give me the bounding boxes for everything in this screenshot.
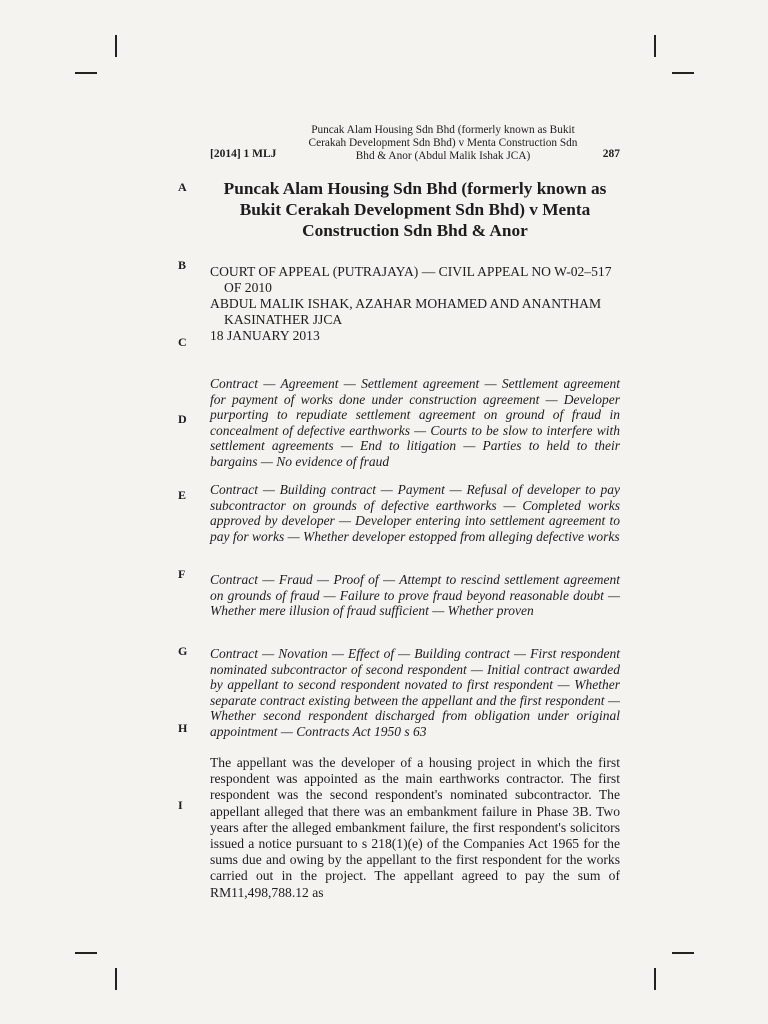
margin-letter: B: [178, 258, 187, 272]
crop-mark: [654, 968, 656, 990]
margin-letter: G: [178, 644, 188, 658]
decision-date: 18 JANUARY 2013: [210, 328, 320, 343]
margin-letter: I: [178, 798, 183, 812]
header-running-title: Puncak Alam Housing Sdn Bhd (formerly known as Bukit Cerakah Development Sdn Bhd) v Menta Construction Sdn Bhd & Anor (Abdul Malik Ishak JCA): [308, 124, 578, 162]
margin-letter: D: [178, 412, 187, 426]
judges-line: ABDUL MALIK ISHAK, AZAHAR MOHAMED AND ANANTHAM: [210, 296, 602, 311]
crop-mark: [654, 35, 656, 57]
crop-mark: [115, 968, 117, 990]
catchword-paragraph: Contract — Building contract — Payment — Refusal of developer to pay subcontractor on grounds of defective earthworks — Completed works approved by developer — Developer entering into settlement agreement to pay for works — Whether developer estopped from alleging defective works: [210, 482, 620, 544]
margin-letter: E: [178, 488, 187, 502]
crop-mark: [672, 72, 694, 74]
margin-letter: F: [178, 567, 186, 581]
judges-line: KASINATHER JJCA: [224, 312, 343, 327]
margin-letter: A: [178, 180, 187, 194]
case-title: Puncak Alam Housing Sdn Bhd (formerly known as Bukit Cerakah Development Sdn Bhd) v Menta Construction Sdn Bhd & Anor: [223, 179, 607, 240]
margin-letter: C: [178, 335, 187, 349]
page-number: 287: [602, 148, 620, 160]
catchword-paragraph: Contract — Agreement — Settlement agreement — Settlement agreement for payment of works done under construction agreement — Developer purporting to repudiate settlement agreement on ground of fraud in concealment of defective earthworks — Courts to be slow to interfere with settlement agreements — End to litigation — Parties to held to their bargains — No evidence of fraud: [210, 376, 620, 469]
court-line: COURT OF APPEAL (PUTRAJAYA) — CIVIL APPEAL NO W-02–517: [210, 264, 612, 279]
crop-mark: [75, 952, 97, 954]
court-line: OF 2010: [224, 280, 272, 295]
catchword-paragraph: Contract — Novation — Effect of — Building contract — First respondent nominated subcontractor of second respondent — Initial contract awarded by appellant to second respondent novated to first respondent — Whether separate contract existing between the appellant and the first respondent — Whether second respondent discharged from obligation under original appointment — Contracts Act 1950 s 63: [210, 646, 620, 739]
margin-letter: H: [178, 721, 188, 735]
crop-mark: [115, 35, 117, 57]
holding-paragraph: The appellant was the developer of a housing project in which the first respondent was appointed as the main earthworks contractor. The first respondent was the second respondent's nominated subcontractor. The appellant alleged that there was an embankment failure in Phase 3B. Two years after the alleged embankment failure, the first respondent's solicitors issued a notice pursuant to s 218(1)(e) of the Companies Act 1965 for the sums due and owing by the appellant to the first respondent for the works carried out in the project. The appellant agreed to pay the sum of RM11,498,788.12 as: [210, 755, 620, 900]
catchword-paragraph: Contract — Fraud — Proof of — Attempt to rescind settlement agreement on grounds of fraud — Failure to prove fraud beyond reasonable doubt — Whether mere illusion of fraud sufficient — Whether proven: [210, 572, 620, 619]
crop-mark: [75, 72, 97, 74]
crop-mark: [672, 952, 694, 954]
header-citation: [2014] 1 MLJ: [210, 148, 277, 160]
